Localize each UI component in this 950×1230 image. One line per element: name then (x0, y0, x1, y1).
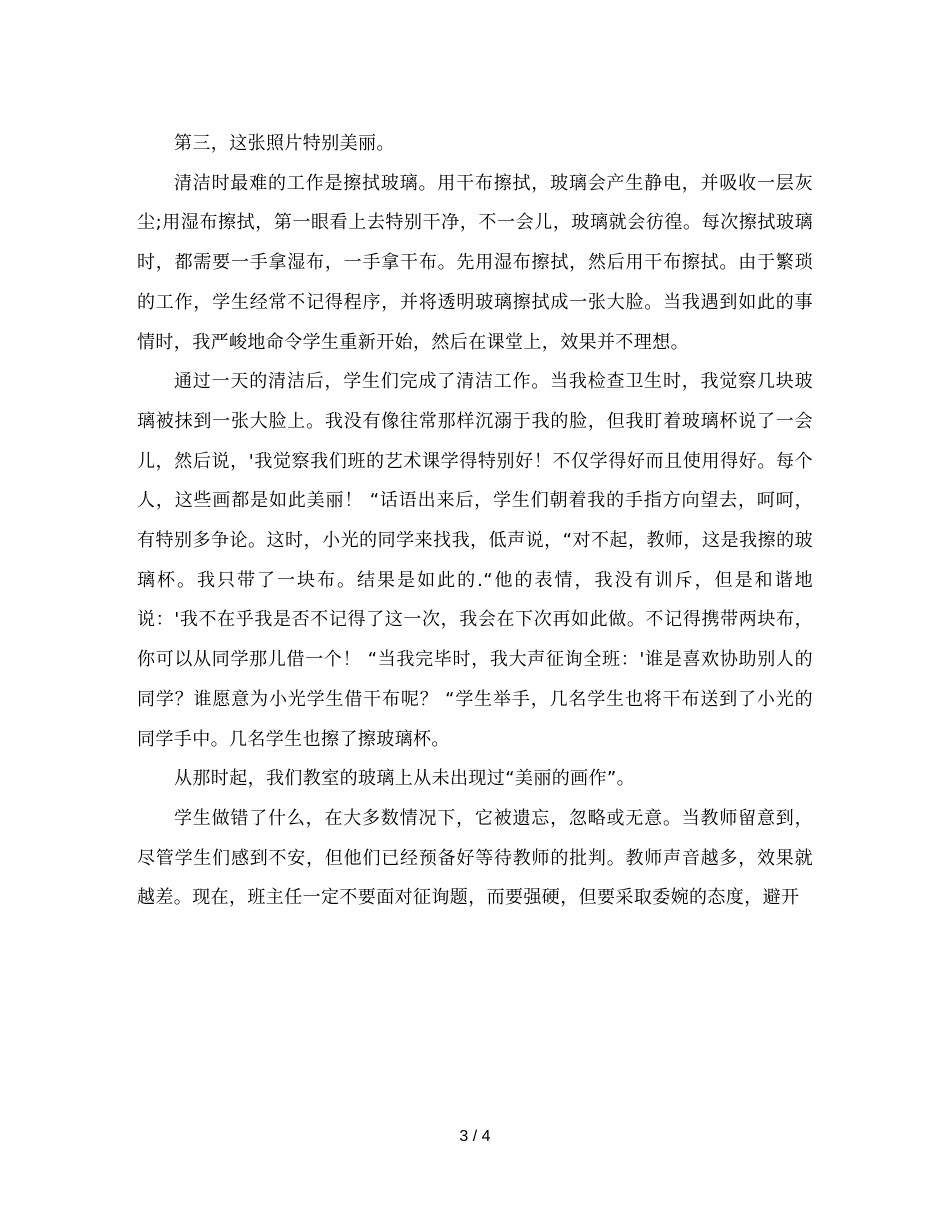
paragraph-1: 第三，这张照片特别美丽。 (174, 133, 395, 154)
page-number: 3 / 4 (459, 1128, 491, 1145)
paragraph-5: 学生做错了什么，在大多数情况下，它被遗忘，忽略或无意。当教师留意到，尽管学生们感到不安，但他们已经预备好等待教师的批判。教师声音越多，效果就越差。现在，班主任一定不要面对征询题，而要强硬，但要采取委婉的态度，避开 (137, 807, 813, 909)
paragraph-3: 通过一天的清洁后，学生们完成了清洁工作。当我检查卫生时，我觉察几块玻璃被抹到一张大脸上。我没有像往常那样沉溺于我的脸，但我盯着玻璃杯说了一会儿，然后说，'我觉察我们班的艺术课学得特别好！不仅学得好而且使用得好。每个人，这些画都是如此美丽！ “话语出来后，学生们朝着我的手指方向望去，呵呵，有特别多争论。这时，小光的同学来找我，低声说，“对不起，教师，这是我擦的玻璃杯。我只带了一块布。结果是如此的.“他的表情，我没有训斥，但是和谐地说：'我不在乎我是否不记得了这一次，我会在下次再如此做。不记得携带两块布，你可以从同学那儿借一个！ “当我完毕时，我大声征询全班：'谁是喜欢协助别人的同学？谁愿意为小光学生借干布呢？ “学生举手，几名学生也将干布送到了小光的同学手中。几名学生也擦了擦玻璃杯。 (137, 371, 813, 750)
paragraph-4: 从那时起，我们教室的玻璃上从未出现过“美丽的画作”。 (174, 768, 636, 790)
paragraph-2: 清洁时最难的工作是擦拭玻璃。用干布擦拭，玻璃会产生静电，并吸收一层灰尘;用湿布擦拭，第一眼看上去特别干净，不一会儿，玻璃就会彷徨。每次擦拭玻璃时，都需要一手拿湿布，一手拿干布。先用湿布擦拭，然后用干布擦拭。由于繁琐的工作，学生经常不记得程序，并将透明玻璃擦拭成一张大脸。当我遇到如此的事情时，我严峻地命令学生重新开始，然后在课堂上，效果并不理想。 (137, 172, 813, 353)
document-body (137, 124, 813, 918)
